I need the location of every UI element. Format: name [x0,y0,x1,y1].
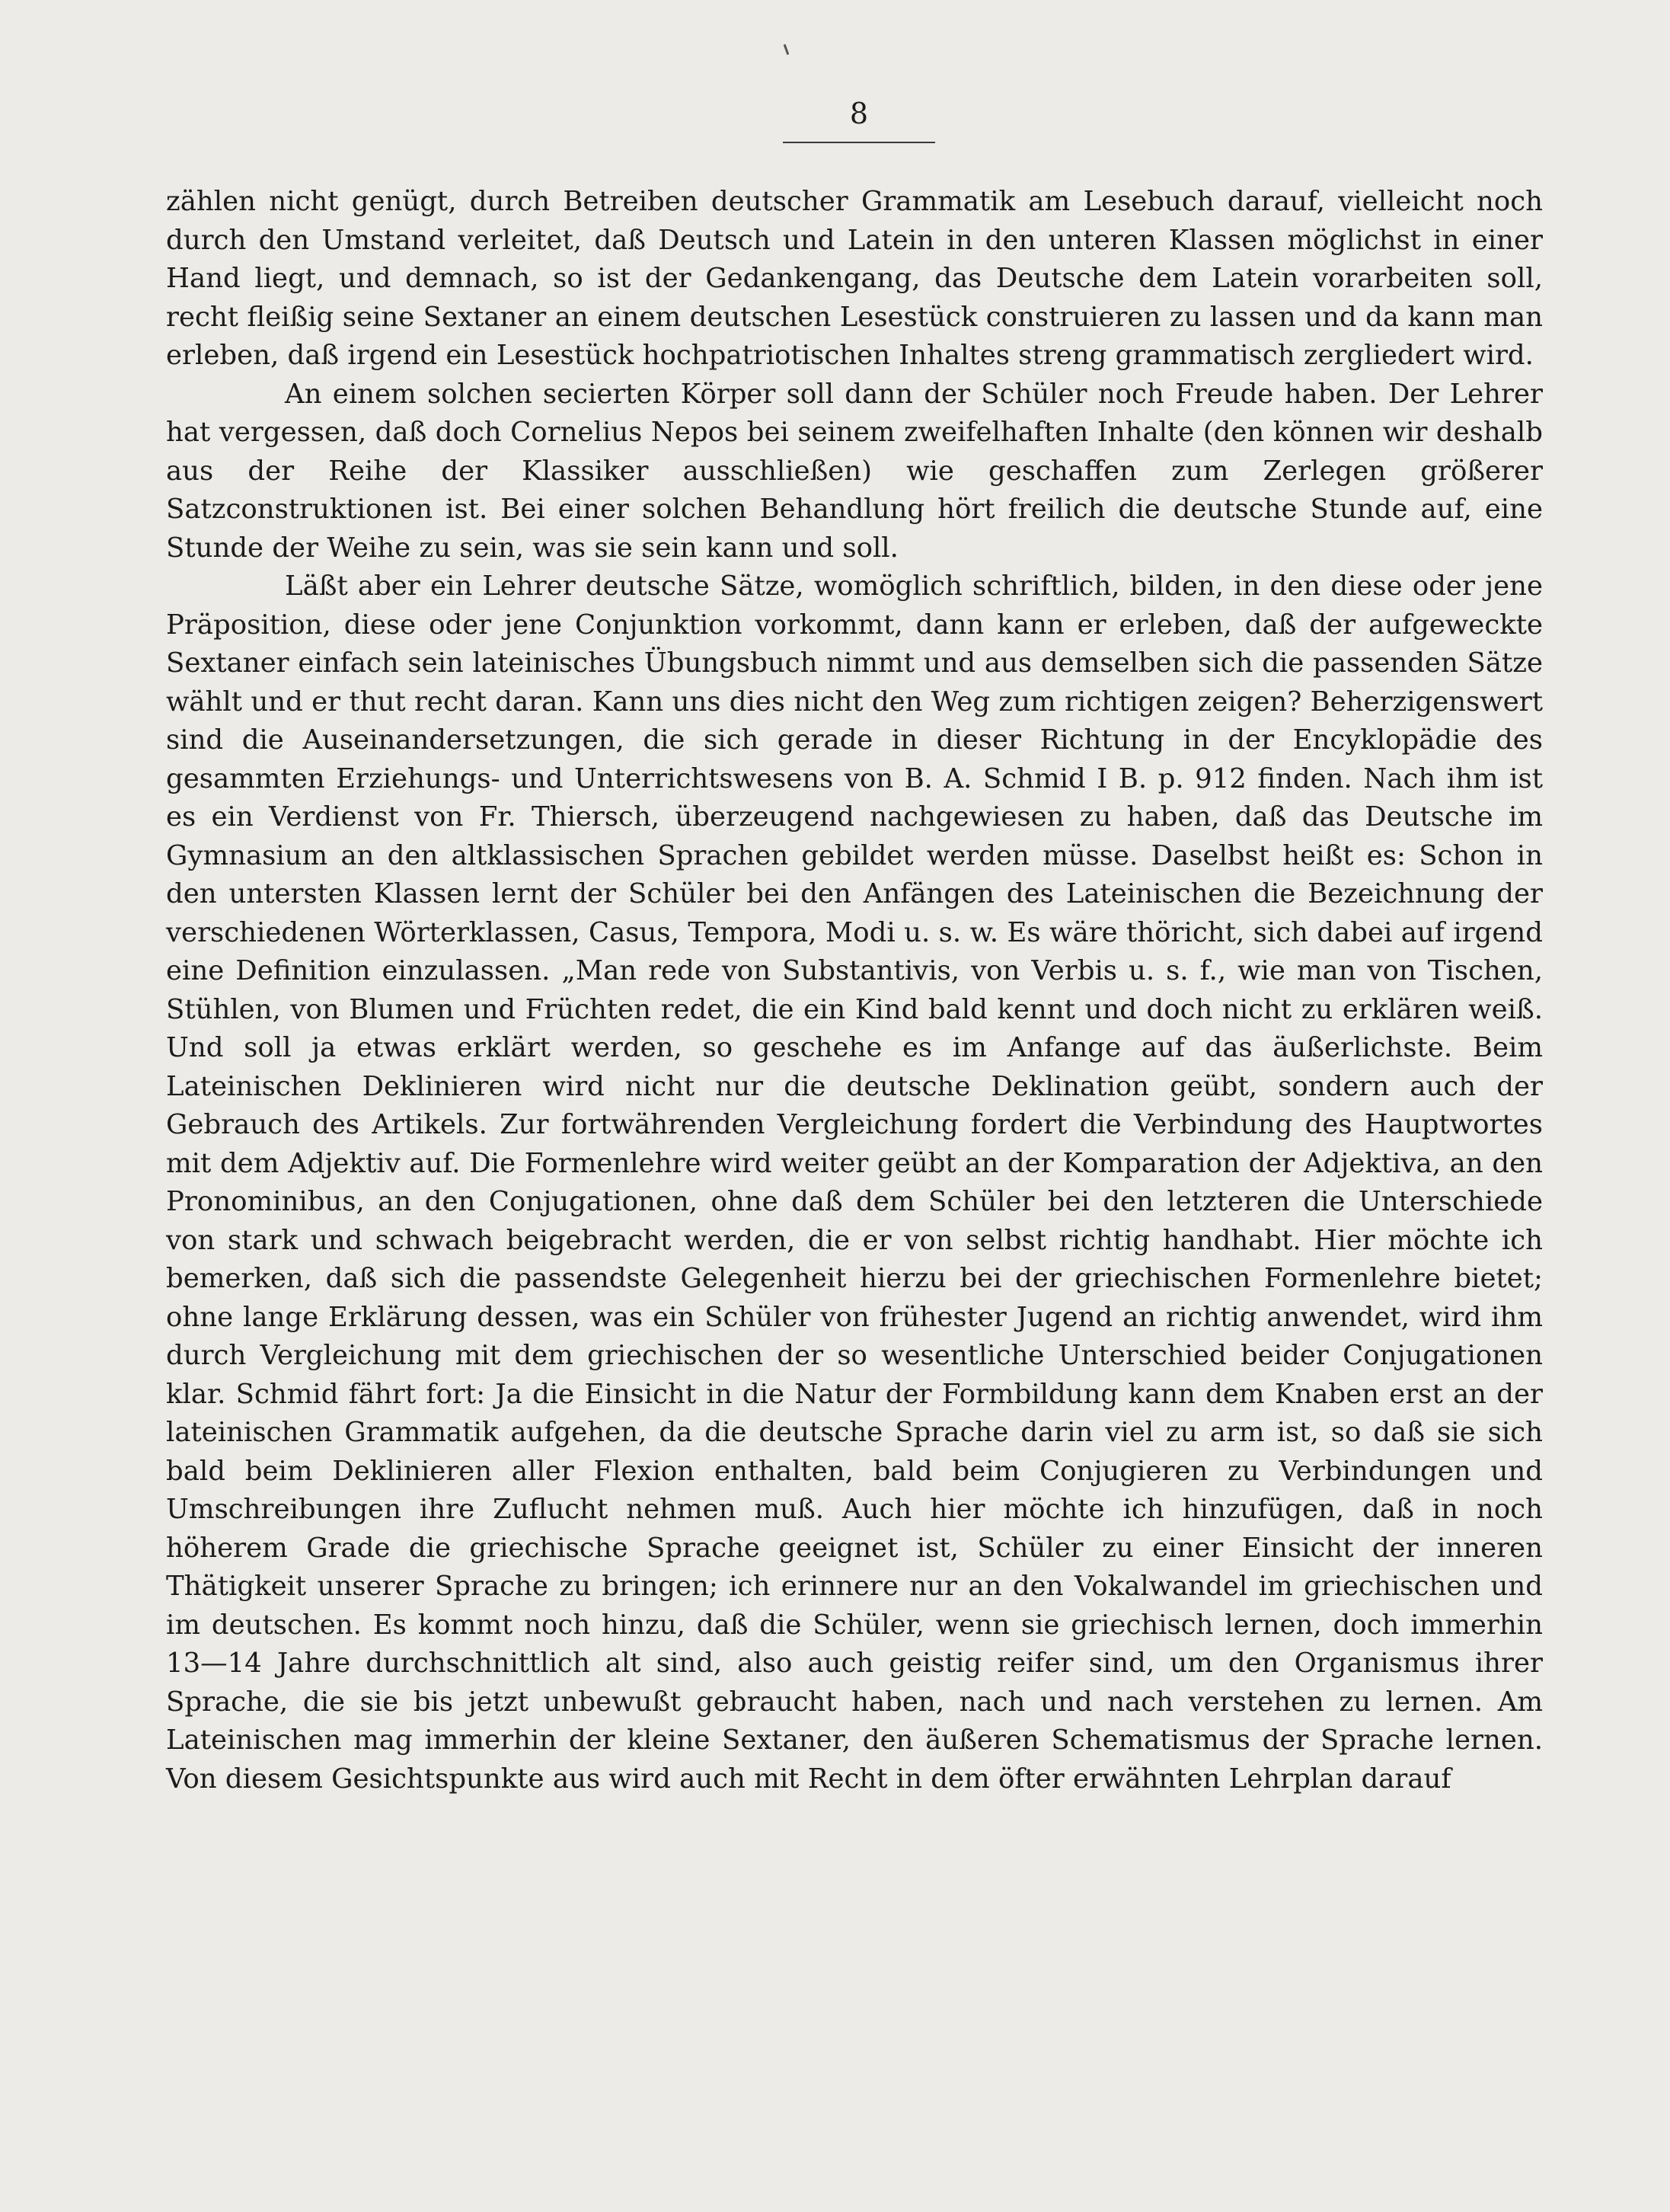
paragraph-1: zählen nicht genügt, durch Betreiben deutscher Grammatik am Lesebuch darauf, vielleicht noch durch den Umstand verleitet, daß Deutsch und Latein in den unteren Klassen möglichst in einer Hand liegt, und demnach, so ist der Gedankengang, das Deutsche dem Latein vorarbeiten soll, recht fleißig seine Sextaner an einem deutschen Lesestück construieren zu lassen und da kann man erleben, daß irgend ein Lesestück hochpatriotischen Inhaltes streng grammatisch zergliedert wird. [166,186,1543,371]
page-number-rule [783,142,935,143]
stray-ink-mark [784,44,790,55]
paragraph-2: An einem solchen secierten Körper soll dann der Schüler noch Freude haben. Der Lehrer hat vergessen, daß doch Cornelius Nepos bei seinem zweifelhaften Inhalte (den können wir deshalb aus der Reihe der Klassiker ausschließen) wie geschaffen zum Zerlegen größerer Satzconstruktionen ist. Bei einer solchen Behandlung hört freilich die deutsche Stunde auf, eine Stunde der Weihe zu sein, was sie sein kann und soll. [166,378,1543,564]
paragraph-3: Läßt aber ein Lehrer deutsche Sätze, womöglich schriftlich, bilden, in den diese oder jene Präposition, diese oder jene Conjunktion vorkommt, dann kann er erleben, daß der aufgeweckte Sextaner einfach sein lateinisches Übungsbuch nimmt und aus demselben sich die passenden Sätze wählt und er thut recht daran. Kann uns dies nicht den Weg zum richtigen zeigen? Beherzigenswert sind die Auseinandersetzungen, die sich gerade in dieser Richtung in der Encyklopädie des gesammten Erziehungs- und Unterrichtswesens von B. A. Schmid I B. p. 912 finden. Nach ihm ist es ein Verdienst von Fr. Thiersch, überzeugend nachgewiesen zu haben, daß das Deutsche im Gymnasium an den altklassischen Sprachen gebildet werden müsse. Daselbst heißt es: Schon in den untersten Klassen lernt der Schüler bei den Anfängen des Lateinischen die Bezeichnung der verschiedenen Wörterklassen, Casus, Tempora, Modi u. s. w. Es wäre thöricht, sich dabei auf irgend eine Definition einzulassen. „Man rede von Substantivis, von Verbis u. s. f., wie man von Tischen, Stühlen, von Blumen und Früchten redet, die ein Kind bald kennt und doch nicht zu erklären weiß. Und soll ja etwas erklärt werden, so geschehe es im Anfange auf das äußerlichste. Beim Lateinischen Deklinieren wird nicht nur die deutsche Deklination geübt, sondern auch der Gebrauch des Artikels. Zur fortwährenden Vergleichung fordert die Verbindung des Hauptwortes mit dem Adjektiv auf. Die Formenlehre wird weiter geübt an der Komparation der Adjektiva, an den Pronominibus, an den Conjugationen, ohne daß dem Schüler bei den letzteren die Unterschiede von stark und schwach beigebracht werden, die er von selbst richtig handhabt. Hier möchte ich bemerken, daß sich die passendste Gelegenheit hierzu bei der griechischen Formenlehre bietet; ohne lange Erklärung dessen, was ein Schüler von frühester Jugend an richtig anwendet, wird ihm durch Vergleichung mit dem griechischen der so wesentliche Unterschied beider Conjugationen klar. Schmid fährt fort: Ja die Einsicht in die Natur der Formbildung kann dem Knaben erst an der lateinischen Grammatik aufgehen, da die deutsche Sprache darin viel zu arm ist, so daß sie sich bald beim Deklinieren aller Flexion enthalten, bald beim Conjugieren zu Verbindungen und Umschreibungen ihre Zuflucht nehmen muß. Auch hier möchte ich hinzufügen, daß in noch höherem Grade die griechische Sprache geeignet ist, Schüler zu einer Einsicht der inneren Thätigkeit unserer Sprache zu bringen; ich erinnere nur an den Vokalwandel im griechischen und im deutschen. Es kommt noch hinzu, daß die Schüler, wenn sie griechisch lernen, doch immerhin 13—14 Jahre durchschnittlich alt sind, also auch geistig reifer sind, um den Organismus ihrer Sprache, die sie bis jetzt unbewußt gebraucht haben, nach und nach verstehen zu lernen. Am Lateinischen mag immerhin der kleine Sextaner, den äußeren Schematismus der Sprache lernen. Von diesem Gesichtspunkte aus wird auch mit Recht in dem öfter erwähnten Lehrplan darauf [166,571,1543,1795]
page-number-container [783,99,935,128]
body-text [166,183,1543,1798]
page-number: 8 [849,97,869,130]
